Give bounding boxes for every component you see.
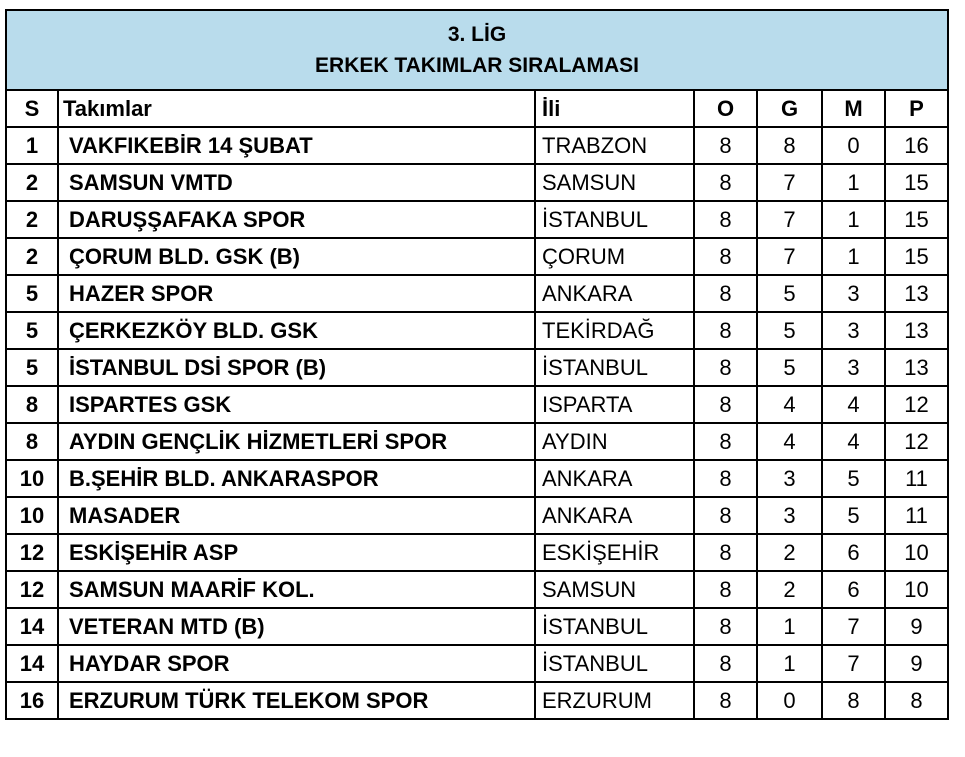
team-cell: İSTANBUL DSİ SPOR (B) — [58, 349, 535, 386]
header-city: İli — [535, 90, 694, 127]
team-cell: VETERAN MTD (B) — [58, 608, 535, 645]
team-cell: SAMSUN MAARİF KOL. — [58, 571, 535, 608]
played-cell: 8 — [694, 312, 757, 349]
played-cell: 8 — [694, 534, 757, 571]
lost-cell: 1 — [822, 201, 885, 238]
rank-cell: 2 — [6, 201, 58, 238]
team-cell: ISPARTES GSK — [58, 386, 535, 423]
city-cell: ESKİŞEHİR — [535, 534, 694, 571]
team-cell: B.ŞEHİR BLD. ANKARASPOR — [58, 460, 535, 497]
table-row — [6, 682, 948, 719]
played-cell: 8 — [694, 645, 757, 682]
standings-table — [5, 9, 949, 720]
standings-subtitle: ERKEK TAKIMLAR SIRALAMASI — [315, 54, 639, 77]
rank-cell: 5 — [6, 275, 58, 312]
rank-cell: 10 — [6, 460, 58, 497]
league-name: 3. LİG — [447, 23, 507, 46]
team-cell: DARUŞŞAFAKA SPOR — [58, 201, 535, 238]
table-row — [6, 349, 948, 386]
header-team: Takımlar — [58, 90, 535, 127]
city-cell: ERZURUM — [535, 682, 694, 719]
table-row — [6, 608, 948, 645]
points-cell: 15 — [885, 164, 948, 201]
rank-cell: 8 — [6, 386, 58, 423]
table-row — [6, 127, 948, 164]
rank-cell: 14 — [6, 608, 58, 645]
played-cell: 8 — [694, 275, 757, 312]
header-row — [6, 90, 948, 127]
city-cell: SAMSUN — [535, 571, 694, 608]
points-cell: 12 — [885, 386, 948, 423]
table-row — [6, 164, 948, 201]
team-cell: ERZURUM TÜRK TELEKOM SPOR — [58, 682, 535, 719]
team-cell: MASADER — [58, 497, 535, 534]
won-cell: 1 — [757, 608, 822, 645]
won-cell: 3 — [757, 460, 822, 497]
city-cell: İSTANBUL — [535, 349, 694, 386]
rank-cell: 1 — [6, 127, 58, 164]
table-row — [6, 386, 948, 423]
played-cell: 8 — [694, 238, 757, 275]
points-cell: 9 — [885, 645, 948, 682]
won-cell: 4 — [757, 423, 822, 460]
lost-cell: 0 — [822, 127, 885, 164]
won-cell: 0 — [757, 682, 822, 719]
rank-cell: 12 — [6, 534, 58, 571]
played-cell: 8 — [694, 127, 757, 164]
played-cell: 8 — [694, 423, 757, 460]
table-row — [6, 275, 948, 312]
played-cell: 8 — [694, 460, 757, 497]
city-cell: SAMSUN — [535, 164, 694, 201]
table-row — [6, 423, 948, 460]
header-rank: S — [6, 90, 58, 127]
team-cell: HAZER SPOR — [58, 275, 535, 312]
lost-cell: 1 — [822, 164, 885, 201]
header-points: P — [885, 90, 948, 127]
rank-cell: 10 — [6, 497, 58, 534]
table-row — [6, 571, 948, 608]
team-cell: AYDIN GENÇLİK HİZMETLERİ SPOR — [58, 423, 535, 460]
table-row — [6, 312, 948, 349]
played-cell: 8 — [694, 201, 757, 238]
won-cell: 7 — [757, 238, 822, 275]
lost-cell: 3 — [822, 349, 885, 386]
team-cell: SAMSUN VMTD — [58, 164, 535, 201]
rank-cell: 16 — [6, 682, 58, 719]
rank-cell: 8 — [6, 423, 58, 460]
lost-cell: 6 — [822, 534, 885, 571]
city-cell: TRABZON — [535, 127, 694, 164]
city-cell: İSTANBUL — [535, 645, 694, 682]
won-cell: 5 — [757, 349, 822, 386]
lost-cell: 4 — [822, 386, 885, 423]
played-cell: 8 — [694, 349, 757, 386]
city-cell: ANKARA — [535, 497, 694, 534]
lost-cell: 6 — [822, 571, 885, 608]
won-cell: 2 — [757, 534, 822, 571]
played-cell: 8 — [694, 571, 757, 608]
points-cell: 9 — [885, 608, 948, 645]
team-cell: HAYDAR SPOR — [58, 645, 535, 682]
city-cell: ISPARTA — [535, 386, 694, 423]
played-cell: 8 — [694, 682, 757, 719]
played-cell: 8 — [694, 497, 757, 534]
header-played: O — [694, 90, 757, 127]
rank-cell: 5 — [6, 312, 58, 349]
city-cell: AYDIN — [535, 423, 694, 460]
points-cell: 11 — [885, 497, 948, 534]
table-row — [6, 201, 948, 238]
lost-cell: 4 — [822, 423, 885, 460]
points-cell: 8 — [885, 682, 948, 719]
city-cell: ANKARA — [535, 460, 694, 497]
team-cell: VAKFIKEBİR 14 ŞUBAT — [58, 127, 535, 164]
lost-cell: 3 — [822, 312, 885, 349]
table-row — [6, 534, 948, 571]
points-cell: 10 — [885, 571, 948, 608]
won-cell: 3 — [757, 497, 822, 534]
table-row — [6, 497, 948, 534]
won-cell: 7 — [757, 164, 822, 201]
points-cell: 13 — [885, 349, 948, 386]
lost-cell: 3 — [822, 275, 885, 312]
lost-cell: 1 — [822, 238, 885, 275]
header-won: G — [757, 90, 822, 127]
won-cell: 5 — [757, 275, 822, 312]
won-cell: 8 — [757, 127, 822, 164]
team-cell: ESKİŞEHİR ASP — [58, 534, 535, 571]
won-cell: 5 — [757, 312, 822, 349]
city-cell: İSTANBUL — [535, 201, 694, 238]
team-cell: ÇORUM BLD. GSK (B) — [58, 238, 535, 275]
table-row — [6, 238, 948, 275]
points-cell: 13 — [885, 312, 948, 349]
rank-cell: 12 — [6, 571, 58, 608]
points-cell: 10 — [885, 534, 948, 571]
points-cell: 15 — [885, 238, 948, 275]
lost-cell: 8 — [822, 682, 885, 719]
points-cell: 12 — [885, 423, 948, 460]
won-cell: 2 — [757, 571, 822, 608]
rank-cell: 2 — [6, 164, 58, 201]
points-cell: 16 — [885, 127, 948, 164]
rank-cell: 2 — [6, 238, 58, 275]
city-cell: ÇORUM — [535, 238, 694, 275]
team-cell: ÇERKEZKÖY BLD. GSK — [58, 312, 535, 349]
table-row — [6, 460, 948, 497]
lost-cell: 5 — [822, 460, 885, 497]
title-row — [6, 10, 948, 90]
won-cell: 4 — [757, 386, 822, 423]
city-cell: TEKİRDAĞ — [535, 312, 694, 349]
lost-cell: 5 — [822, 497, 885, 534]
rank-cell: 5 — [6, 349, 58, 386]
header-lost: M — [822, 90, 885, 127]
city-cell: ANKARA — [535, 275, 694, 312]
table-row — [6, 645, 948, 682]
table-title — [6, 10, 948, 90]
won-cell: 7 — [757, 201, 822, 238]
played-cell: 8 — [694, 164, 757, 201]
won-cell: 1 — [757, 645, 822, 682]
lost-cell: 7 — [822, 645, 885, 682]
rank-cell: 14 — [6, 645, 58, 682]
played-cell: 8 — [694, 386, 757, 423]
played-cell: 8 — [694, 608, 757, 645]
points-cell: 15 — [885, 201, 948, 238]
lost-cell: 7 — [822, 608, 885, 645]
points-cell: 13 — [885, 275, 948, 312]
city-cell: İSTANBUL — [535, 608, 694, 645]
points-cell: 11 — [885, 460, 948, 497]
